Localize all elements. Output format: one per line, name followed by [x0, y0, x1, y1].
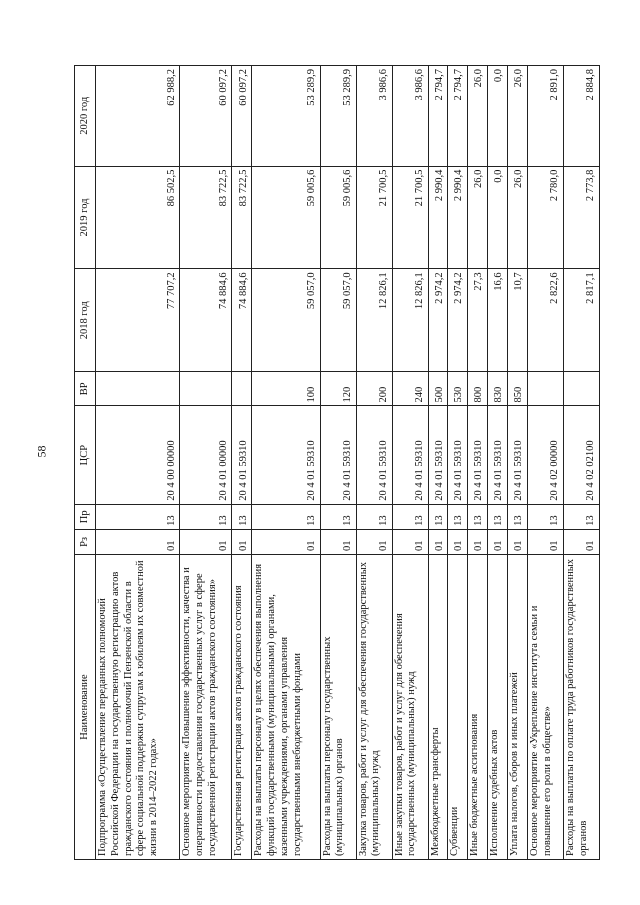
cell-2018: 74 884,6 — [232, 269, 252, 372]
cell-2018: 59 057,0 — [252, 269, 320, 372]
cell-csr: 20 4 01 59310 — [252, 406, 320, 504]
cell-2018: 12 826,1 — [356, 269, 392, 372]
cell-2020: 2 891,0 — [527, 66, 563, 167]
cell-pr: 13 — [428, 504, 448, 529]
cell-2019: 2 773,8 — [563, 166, 599, 269]
cell-vr: 830 — [488, 372, 508, 406]
cell-csr: 20 4 01 59310 — [448, 406, 468, 504]
cell-rz: 01 — [488, 529, 508, 554]
table-row — [428, 66, 448, 860]
cell-2018: 27,3 — [468, 269, 488, 372]
cell-2020: 3 986,6 — [356, 66, 392, 167]
cell-rz: 01 — [428, 529, 448, 554]
cell-vr: 530 — [448, 372, 468, 406]
cell-2018: 12 826,1 — [392, 269, 428, 372]
cell-name: Расходы на выплаты по оплате труда работников государственных органов — [563, 554, 599, 859]
cell-2019: 26,0 — [508, 166, 528, 269]
cell-2018: 77 707,2 — [96, 269, 180, 372]
cell-vr — [232, 372, 252, 406]
cell-2018: 74 884,6 — [180, 269, 232, 372]
cell-name: Закупка товаров, работ и услуг для обеспечения государственных (муниципальных) нужд — [356, 554, 392, 859]
header-rz: Рз — [75, 529, 96, 554]
cell-2020: 2 884,8 — [563, 66, 599, 167]
cell-name: Расходы на выплаты персоналу государственных (муниципальных) органов — [320, 554, 356, 859]
page-number: 58 — [34, 445, 49, 458]
cell-csr: 20 4 01 59310 — [392, 406, 428, 504]
table-row — [488, 66, 508, 860]
cell-name: Исполнение судебных актов — [488, 554, 508, 859]
cell-2018: 2 822,6 — [527, 269, 563, 372]
table-row — [232, 66, 252, 860]
cell-pr: 13 — [252, 504, 320, 529]
cell-2020: 62 988,2 — [96, 66, 180, 167]
cell-name: Основное мероприятие «Повышение эффективности, качества и оперативности предоставления государственных услуг в сфере государственной регистрации актов гражданского состояния» — [180, 554, 232, 859]
cell-2020: 60 097,2 — [180, 66, 232, 167]
cell-name: Уплата налогов, сборов и иных платежей — [508, 554, 528, 859]
table-row — [356, 66, 392, 860]
cell-2019: 21 700,5 — [392, 166, 428, 269]
cell-2019: 2 990,4 — [448, 166, 468, 269]
budget-table — [74, 65, 600, 860]
cell-vr — [180, 372, 232, 406]
table-row — [96, 66, 180, 860]
table-row — [180, 66, 232, 860]
cell-pr: 13 — [508, 504, 528, 529]
cell-2020: 2 794,7 — [448, 66, 468, 167]
header-pr: Пр — [75, 504, 96, 529]
cell-name: Субвенции — [448, 554, 468, 859]
cell-2019: 59 005,6 — [252, 166, 320, 269]
cell-rz: 01 — [232, 529, 252, 554]
cell-2019: 83 722,5 — [180, 166, 232, 269]
cell-pr: 13 — [448, 504, 468, 529]
cell-2019: 2 990,4 — [428, 166, 448, 269]
cell-vr: 850 — [508, 372, 528, 406]
table-row — [392, 66, 428, 860]
cell-csr: 20 4 02 02100 — [563, 406, 599, 504]
cell-pr: 13 — [488, 504, 508, 529]
cell-csr: 20 4 01 59310 — [320, 406, 356, 504]
cell-vr: 500 — [428, 372, 448, 406]
table-row — [527, 66, 563, 860]
cell-rz: 01 — [563, 529, 599, 554]
header-name: Наименование — [75, 554, 96, 859]
cell-name: Основное мероприятие «Укрепление института семьи и повышение его роли в обществе» — [527, 554, 563, 859]
cell-2020: 53 289,9 — [320, 66, 356, 167]
cell-csr: 20 4 01 59310 — [232, 406, 252, 504]
cell-rz: 01 — [180, 529, 232, 554]
cell-2019: 26,0 — [468, 166, 488, 269]
cell-vr: 800 — [468, 372, 488, 406]
cell-2018: 2 974,2 — [428, 269, 448, 372]
rotated-table-container — [74, 65, 600, 860]
table-row — [448, 66, 468, 860]
header-2018: 2018 год — [75, 269, 96, 372]
cell-rz: 01 — [356, 529, 392, 554]
table-row — [252, 66, 320, 860]
table-row — [468, 66, 488, 860]
cell-2019: 21 700,5 — [356, 166, 392, 269]
table-row — [320, 66, 356, 860]
cell-2020: 3 986,6 — [392, 66, 428, 167]
header-2019: 2019 год — [75, 166, 96, 269]
cell-2018: 2 974,2 — [448, 269, 468, 372]
cell-2018: 59 057,0 — [320, 269, 356, 372]
cell-csr: 20 4 01 59310 — [488, 406, 508, 504]
table-row — [563, 66, 599, 860]
cell-pr: 13 — [96, 504, 180, 529]
cell-csr: 20 4 01 00000 — [180, 406, 232, 504]
table-row — [508, 66, 528, 860]
cell-name: Подпрограмма «Осуществление переданных полномочий Российской Федерации на государственную регистрацию актов гражданского состояния и полномочий Пензенской области в сфере социальной поддержки супругам к юбилеям их совместной жизни в 2014–2022 годах» — [96, 554, 180, 859]
cell-2018: 16,6 — [488, 269, 508, 372]
cell-pr: 13 — [468, 504, 488, 529]
cell-name: Иные бюджетные ассигнования — [468, 554, 488, 859]
cell-csr: 20 4 01 59310 — [356, 406, 392, 504]
cell-2020: 60 097,2 — [232, 66, 252, 167]
cell-csr: 20 4 02 00000 — [527, 406, 563, 504]
cell-rz: 01 — [392, 529, 428, 554]
cell-rz: 01 — [508, 529, 528, 554]
cell-2019: 83 722,5 — [232, 166, 252, 269]
cell-vr — [527, 372, 563, 406]
cell-pr: 13 — [392, 504, 428, 529]
cell-csr: 20 4 01 59310 — [428, 406, 448, 504]
cell-rz: 01 — [252, 529, 320, 554]
header-vr: ВР — [75, 372, 96, 406]
cell-2020: 26,0 — [468, 66, 488, 167]
cell-2019: 2 780,0 — [527, 166, 563, 269]
cell-2018: 10,7 — [508, 269, 528, 372]
header-2020: 2020 год — [75, 66, 96, 167]
cell-vr — [96, 372, 180, 406]
cell-2019: 86 502,5 — [96, 166, 180, 269]
cell-rz: 01 — [468, 529, 488, 554]
header-csr: ЦСР — [75, 406, 96, 504]
cell-2019: 0,0 — [488, 166, 508, 269]
cell-name: Государственная регистрация актов гражданского состояния — [232, 554, 252, 859]
cell-name: Иные закупки товаров, работ и услуг для обеспечения государственных (муниципальных) нужд — [392, 554, 428, 859]
cell-2020: 26,0 — [508, 66, 528, 167]
cell-rz: 01 — [527, 529, 563, 554]
table-body — [96, 66, 600, 860]
cell-2018: 2 817,1 — [563, 269, 599, 372]
cell-rz: 01 — [448, 529, 468, 554]
cell-pr: 13 — [527, 504, 563, 529]
cell-name: Расходы на выплаты персоналу в целях обеспечения выполнения функций государственными (муниципальными) органами, казенными учреждениями, органами управления государственными внебюджетными фондами — [252, 554, 320, 859]
cell-name: Межбюджетные трансферты — [428, 554, 448, 859]
table-header-row — [75, 66, 96, 860]
cell-2020: 53 289,9 — [252, 66, 320, 167]
cell-vr: 240 — [392, 372, 428, 406]
cell-rz: 01 — [96, 529, 180, 554]
cell-vr: 120 — [320, 372, 356, 406]
cell-vr: 200 — [356, 372, 392, 406]
cell-pr: 13 — [232, 504, 252, 529]
cell-vr: 100 — [252, 372, 320, 406]
cell-pr: 13 — [356, 504, 392, 529]
cell-csr: 20 4 01 59310 — [508, 406, 528, 504]
cell-csr: 20 4 00 00000 — [96, 406, 180, 504]
cell-rz: 01 — [320, 529, 356, 554]
cell-pr: 13 — [180, 504, 232, 529]
cell-2020: 2 794,7 — [428, 66, 448, 167]
cell-2019: 59 005,6 — [320, 166, 356, 269]
cell-csr: 20 4 01 59310 — [468, 406, 488, 504]
cell-pr: 13 — [320, 504, 356, 529]
cell-vr — [563, 372, 599, 406]
cell-2020: 0,0 — [488, 66, 508, 167]
cell-pr: 13 — [563, 504, 599, 529]
